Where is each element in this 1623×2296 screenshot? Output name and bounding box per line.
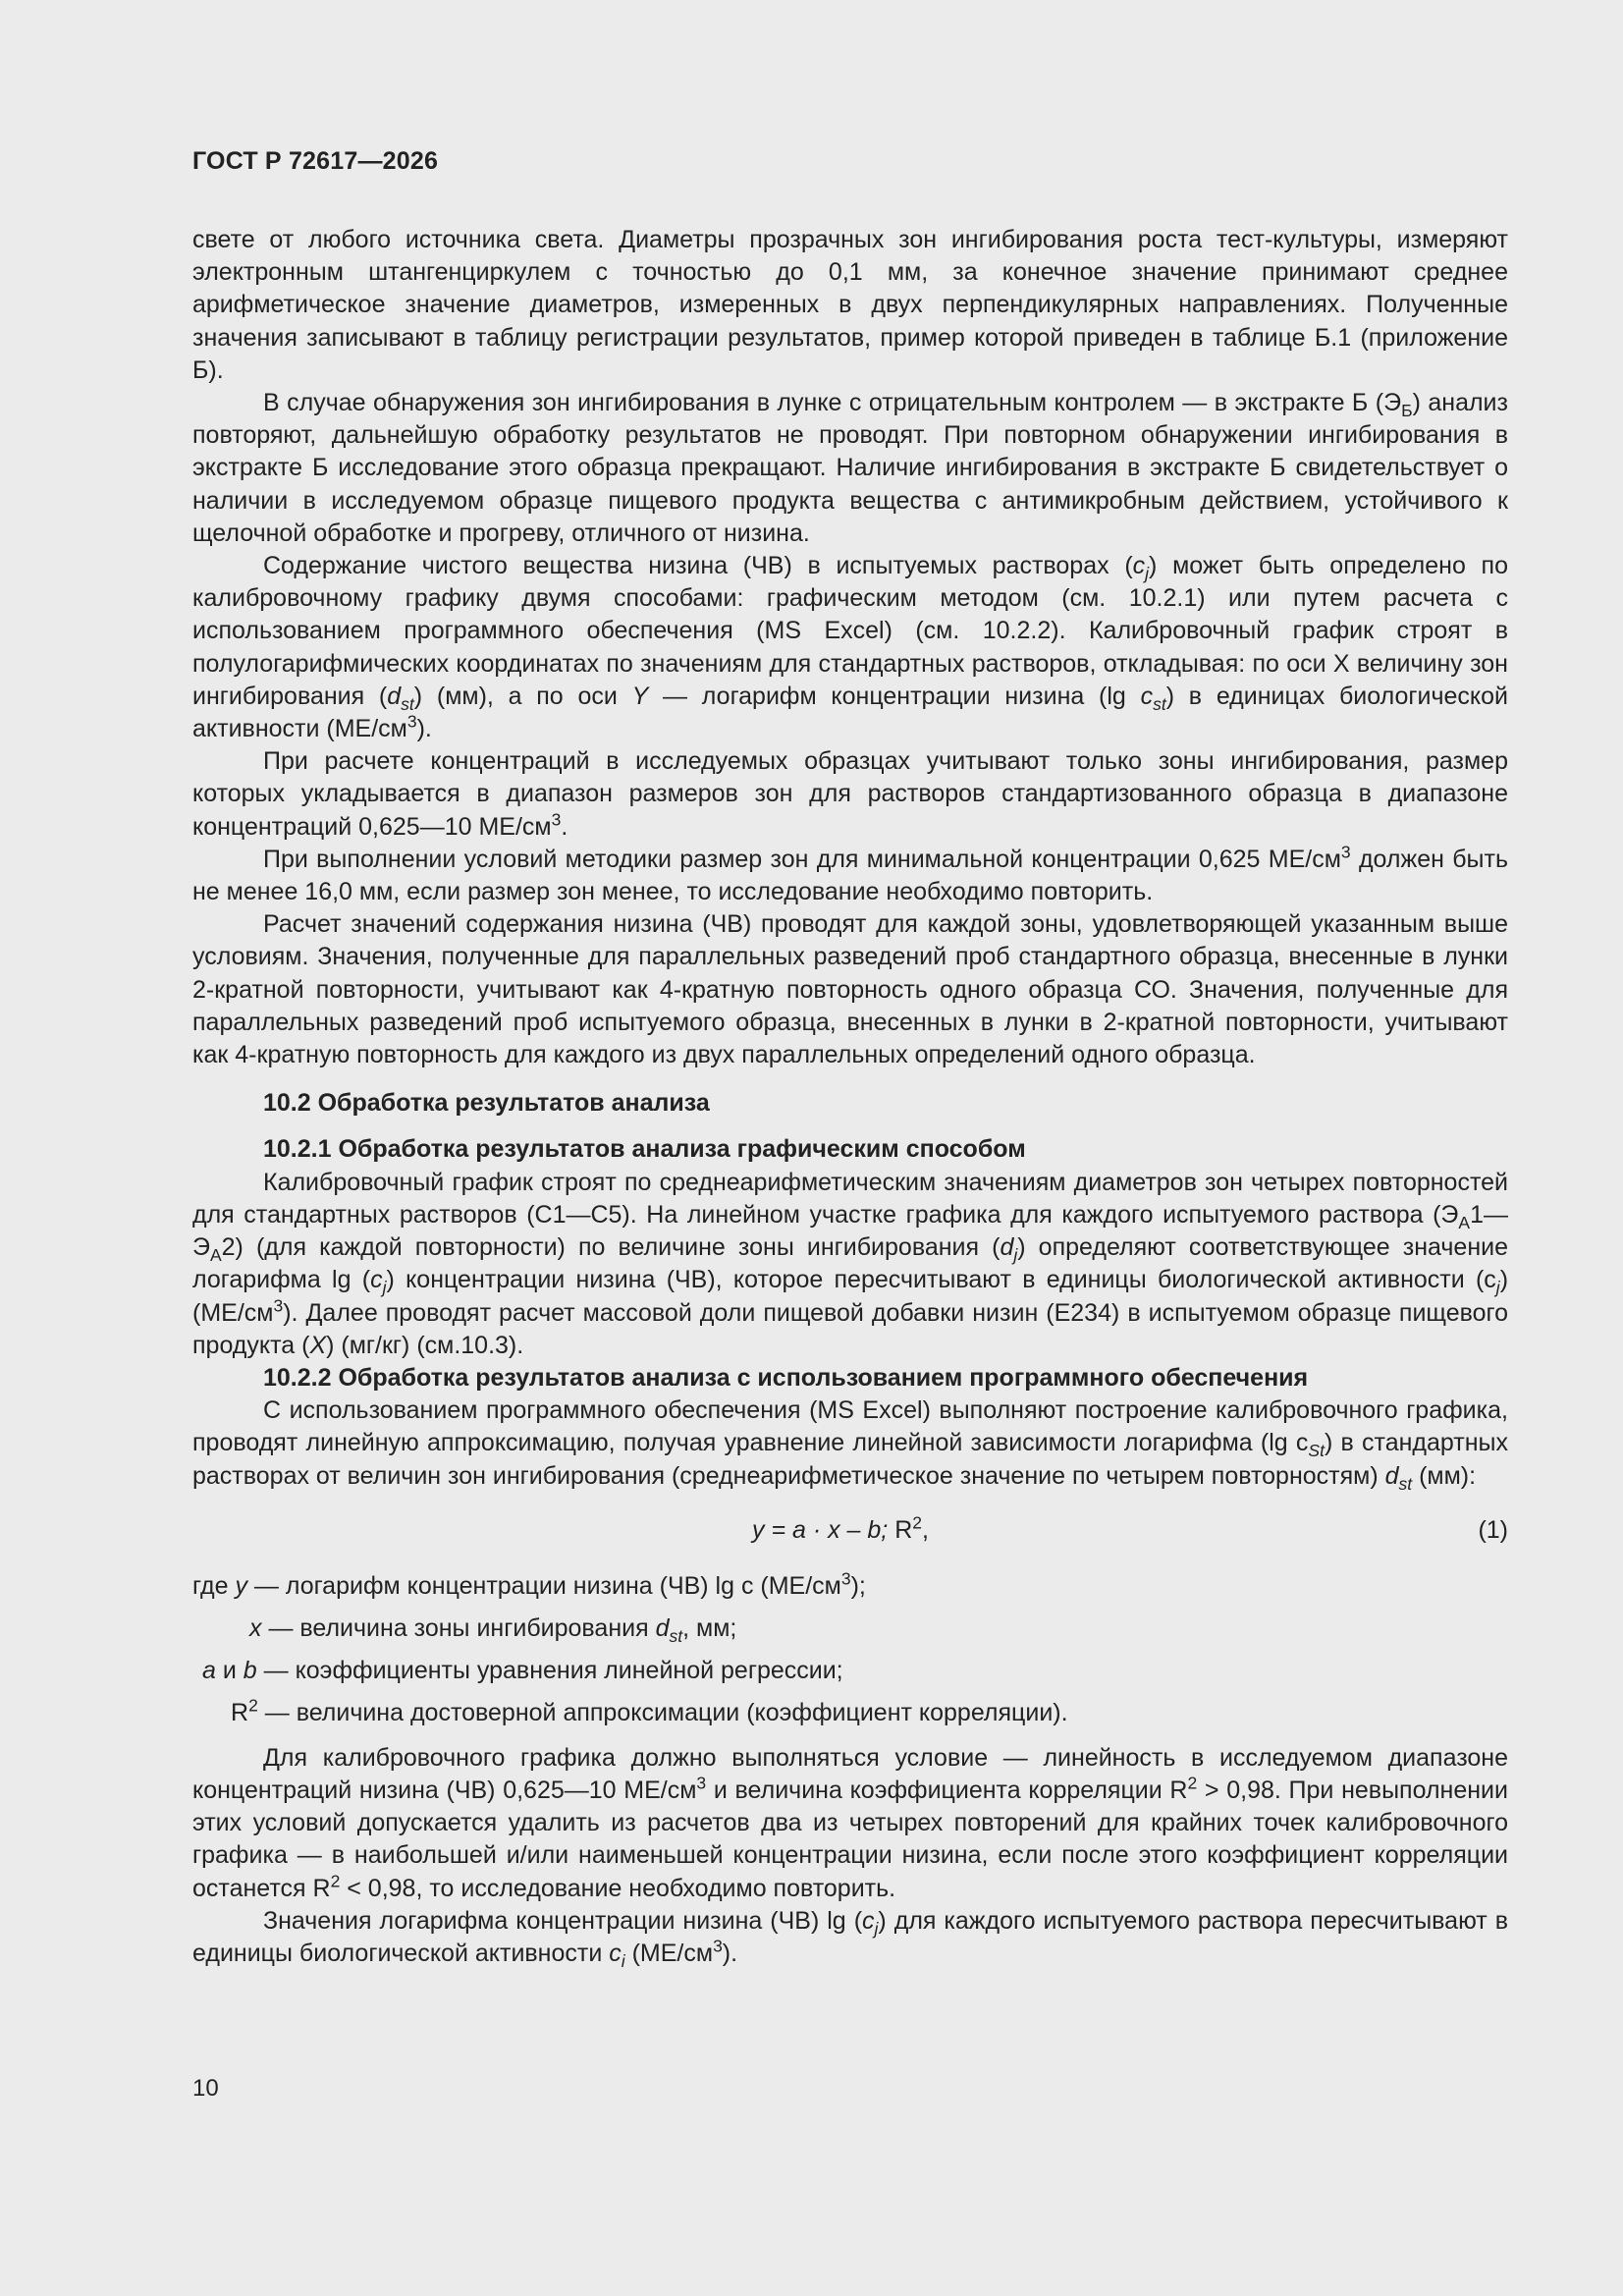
paragraph-4: При расчете концентраций в исследуемых образцах учитывают только зоны ингибирования, размер которых укладывается в диапазон размеров зон для растворов стандартизованного образца в диапазоне концентраций 0,625—10 $МЕ/см^3$. <box>192 747 1508 841</box>
paragraph-3: Содержание чистого вещества низина (ЧВ) в испытуемых растворах $(c_j)$ может быть определено по калибровочному графику двумя способами: графическим методом (см. 10.2.1) или путем расчета с использованием программного обеспечения (MS Excel) (см. 10.2.2). Калибровочный график строят в полулогарифмических координатах по значениям для стандартных растворов, откладывая: по оси X величину зон ингибирования $(d_{st})$ (мм), а по оси Y — логарифм концентрации низина (lg $c_{st}$) в единицах биологической активности $(МЕ/см^3)$. <box>192 552 1508 743</box>
formula-legend <box>192 1565 1508 1734</box>
paragraph-recalculation: Значения логарифма концентрации низина (ЧВ) $\lg (c_j)$ для каждого испытуемого раствора пересчитывают в единицы биологической активности $c_i$ $(МЕ/см^3)$. <box>192 1906 1508 1971</box>
formula-expression: y = a · x – b; $R^2$, <box>752 1512 929 1544</box>
legend-row-r2: $R^2$ — величина достоверной аппроксимации (коэффициент корреляции). <box>231 1695 1068 1726</box>
paragraph-2: В случае обнаружения зон ингибирования в лунке с отрицательным контролем — в экстракте Б $(Э_Б)$ анализ повторяют, дальнейшую обработку результатов не проводят. При повторном обнаружении ингибирования в экстракте Б исследование этого образца прекращают. Наличие ингибирования в экстракте Б свидетельствует о наличии в исследуемом образце пищевого продукта вещества с антимикробным действием, устойчивого к щелочной обработке и прогреву, отличного от низина. <box>192 389 1508 547</box>
document-header: ГОСТ Р 72617—2026 <box>192 147 439 175</box>
page-number: 10 <box>192 2075 219 2102</box>
legend-row-x: x — величина зоны ингибирования $d_{st}$, мм; <box>249 1613 737 1646</box>
paragraph-1: свете от любого источника света. Диаметры прозрачных зон ингибирования роста тест-культуры, измеряют электронным штангенциркулем с точностью до 0,1 мм, за конечное значение принимают среднее арифметическое значение диаметров, измеренных в двух перпендикулярных направлениях. Полученные значения записывают в таблицу регистрации результатов, пример которой приведен в таблице Б.1 (приложение Б). <box>192 226 1508 384</box>
document-body <box>192 224 1508 1970</box>
paragraph-condition: Для калибровочного графика должно выполняться условие — линейность в исследуемом диапазоне концентраций низина (ЧВ) 0,625—10 $МЕ/см^3$ и величина коэффициента корреляции $R^2 > 0,98$. При невыполнении этих условий допускается удалить из расчетов два из четырех повторений для крайних точек калибровочного графика — в наибольшей и/или наименьшей концентрации низина, если после этого коэффициент корреляции останется $R^2 < 0,98$, то исследование необходимо повторить. <box>192 1743 1508 1902</box>
legend-row-y: где y — логарифм концентрации низина (ЧВ) lg c $(МЕ/см^3)$; <box>192 1568 866 1600</box>
formula-number: (1) <box>1478 1515 1508 1544</box>
paragraph-5: При выполнении условий методики размер зон для минимальной концентрации 0,625 $МЕ/см^3$ должен быть не менее 16,0 мм, если размер зон менее, то исследование необходимо повторить. <box>192 842 1508 906</box>
section-heading-10-2: 10.2 Обработка результатов анализа <box>263 1089 710 1118</box>
section-heading-10-2-2: 10.2.2 Обработка результатов анализа с использованием программного обеспечения <box>263 1363 1309 1392</box>
section-10-2-2-text: С использованием программного обеспечения (MS Excel) выполняют построение калибровочного графика, проводят линейную аппроксимацию, получая уравнение линейной зависимости логарифма (lg $c_{St}$) в стандартных растворах от величин зон ингибирования (среднеарифметическое значение по четырем повторностям) $d_{st}$ (мм): <box>192 1396 1508 1494</box>
section-heading-10-2-1: 10.2.1 Обработка результатов анализа графическим способом <box>263 1135 1026 1164</box>
formula-1 <box>192 1506 1508 1556</box>
legend-row-ab: a и b — коэффициенты уравнения линейной регрессии; <box>202 1656 843 1684</box>
section-10-2-1-text: Калибровочный график строят по среднеарифметическим значениям диаметров зон четырех повторностей для стандартных растворов (С1—С5). На линейном участке графика для каждого испытуемого раствора $(Э_А1—Э_А2)$ (для каждой повторности) по величине зоны ингибирования $(d_j)$ определяют соответствующее значение логарифма $\lg (c_j)$ концентрации низина (ЧВ), которое пересчитывают в единицы биологической активности $(c_j)$ $(МЕ/см^3)$. Далее проводят расчет массовой доли пищевой добавки низин (Е234) в испытуемом образце пищевого продукта (X) (мг/кг) (см.10.3). <box>192 1168 1509 1359</box>
paragraph-6: Расчет значений содержания низина (ЧВ) проводят для каждой зоны, удовлетворяющей указанным выше условиям. Значения, полученные для параллельных разведений проб стандартного образца, внесенные в лунки 2-кратной повторности, учитывают как 4-кратную повторность одного образца СО. Значения, полученные для параллельных разведений проб испытуемого образца, внесенных в лунки в 2-кратной повторности, учитывают как 4-кратную повторность для каждого из двух параллельных определений одного образца. <box>192 910 1508 1069</box>
